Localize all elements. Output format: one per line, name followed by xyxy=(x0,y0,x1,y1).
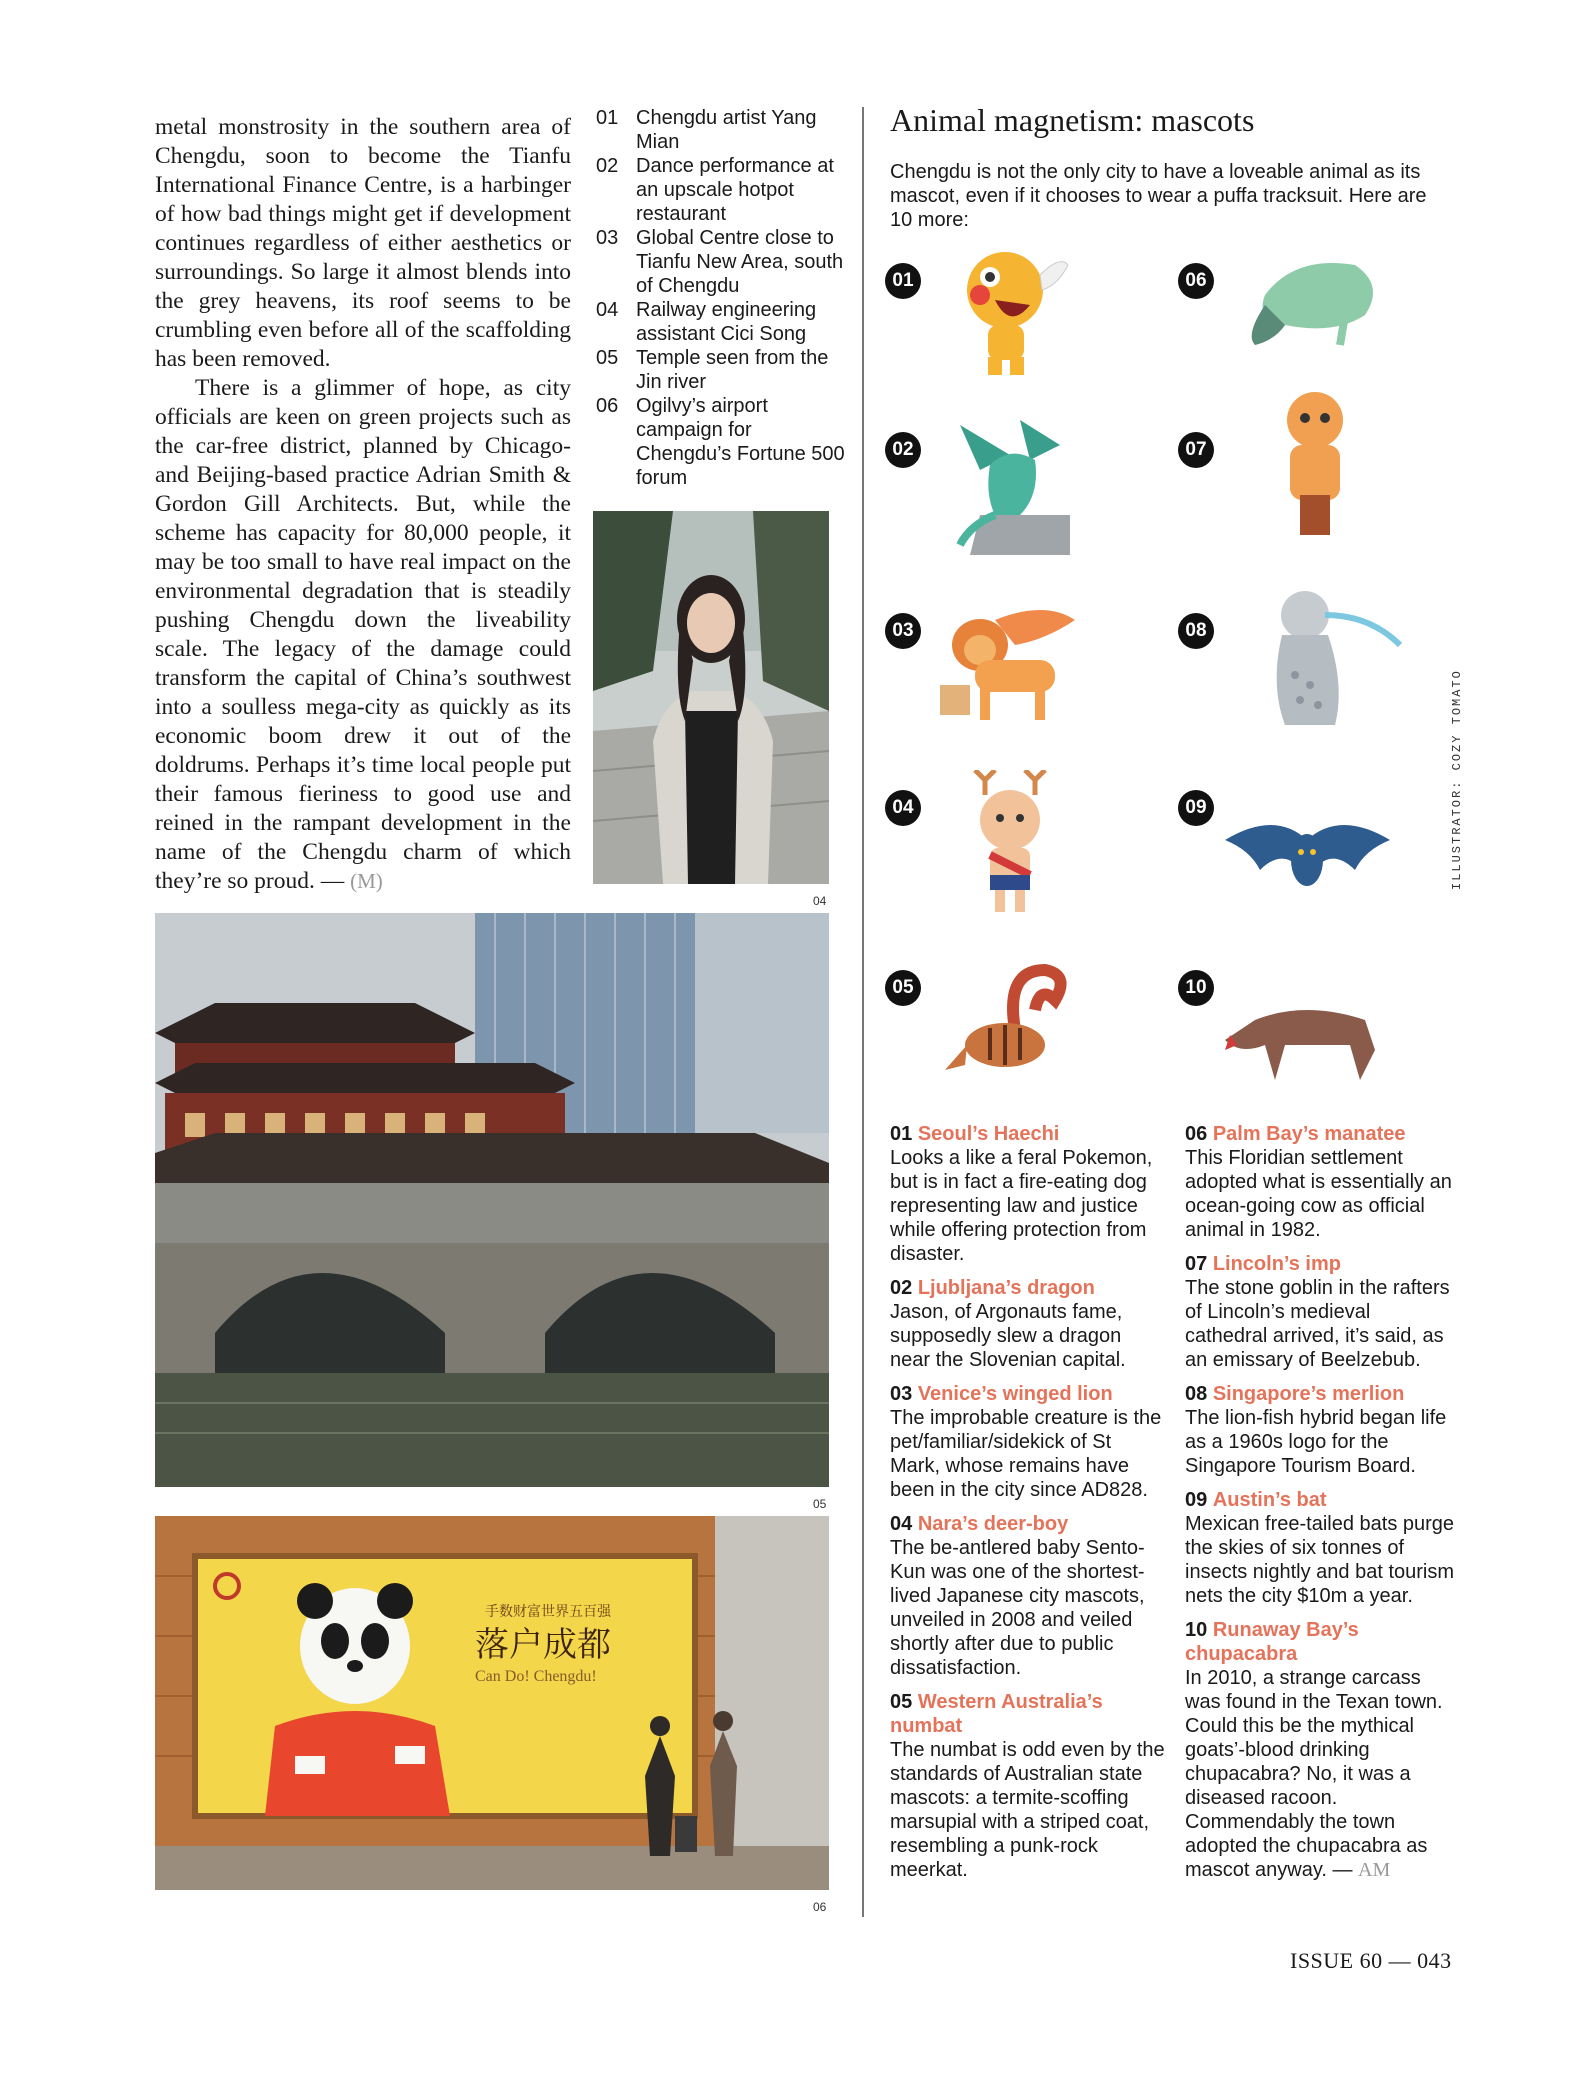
haechi-illustration xyxy=(950,245,1080,385)
article-paragraph-1: metal monstrosity in the southern area of Chengdu, soon to become the Tianfu International Finance Centre, is a harbinger of how bad things might get if development continues regardless of either aesthetics or surroundings. So large it almost blends into the grey heavens, its roof seems to be crumbling even before all of the scaffolding has been removed. xyxy=(155,114,571,372)
airport-image xyxy=(155,1516,829,1890)
poster-line-3: Can Do! Chengdu! xyxy=(475,1668,597,1685)
badge-10: 10 xyxy=(1178,970,1214,1006)
illustrator-credit: ILLUSTRATOR: COZY TOMATO xyxy=(1450,669,1464,890)
badge-07: 07 xyxy=(1178,432,1214,468)
article-paragraph-2-text: There is a glimmer of hope, as city officials are keen on green projects such as the car-free district, planned by Chicago- and Beijing-based practice Adrian Smith & Gordon Gill Architects. But, while the scheme has capacity for 80,000 people, it may be too small to have real impact on the environmental degradation that is steadily pushing Chengdu down the liveability scale. The legacy of the damage could transform the capital of China’s southwest into a soulless mega-city as quickly as its economic boom drew it out of the doldrums. Perhaps it’s time local people put their famous fieriness to good use and reined in the rampant development in the name of the Chengdu charm of which they’re so proud. — xyxy=(155,375,571,894)
entry-01: 01 Seoul’s Haechi Looks a like a feral Pokemon, but is in fact a fire-eating dog representing law and justice while offering protection from disaster. xyxy=(890,1123,1153,1265)
badge-05: 05 xyxy=(885,970,921,1006)
winged-lion-illustration xyxy=(935,600,1085,735)
photo-airport xyxy=(155,1516,829,1890)
column-rule xyxy=(862,107,864,1917)
badge-09: 09 xyxy=(1178,790,1214,826)
entry-02: 02 Ljubljana’s dragon Jason, of Argonauts fame, supposedly slew a dragon near the Slovenian capital. xyxy=(890,1277,1126,1371)
badge-01: 01 xyxy=(885,263,921,299)
badge-02: 02 xyxy=(885,432,921,468)
photo-portrait xyxy=(593,511,829,884)
entry-05: 05 Western Australia’s numbat The numbat is odd even by the standards of Australian state mascots: a termite-scoffing marsupial with a striped coat, resembling a punk-rock meerkat. xyxy=(890,1691,1165,1881)
entry-06: 06 Palm Bay’s manatee This Floridian settlement adopted what is essentially an ocean-going cow as official animal in 1982. xyxy=(1185,1123,1452,1241)
author-signature: (M) xyxy=(350,869,383,893)
entry-03: 03 Venice’s winged lion The improbable creature is the pet/familiar/sidekick of St Mark, whose remains have been in the city since AD828. xyxy=(890,1383,1162,1501)
caption-02: 02 Dance performance at an upscale hotpot restaurant xyxy=(596,155,834,225)
portrait-image xyxy=(593,511,829,884)
bat-illustration xyxy=(1225,810,1390,905)
entry-08: 08 Singapore’s merlion The lion-fish hybrid began life as a 1960s logo for the Singapore Tourism Board. xyxy=(1185,1383,1447,1477)
badge-06: 06 xyxy=(1178,263,1214,299)
entry-07: 07 Lincoln’s imp The stone goblin in the rafters of Lincoln’s medieval cathedral arrived, it’s said, as an emissary of Beelzebub. xyxy=(1185,1253,1450,1371)
photo-label-05: 05 xyxy=(813,1497,827,1511)
entry-09: 09 Austin’s bat Mexican free-tailed bats purge the skies of six tonnes of insects nightly and bat tourism nets the city $10m a year. xyxy=(1185,1489,1455,1607)
caption-06: 06 Ogilvy’s airport campaign for Chengdu’s Fortune 500 forum xyxy=(596,395,845,489)
mascot-entries-left xyxy=(890,1122,1165,1892)
section-title: Animal magnetism: mascots xyxy=(890,102,1255,138)
numbat-illustration xyxy=(945,960,1075,1095)
page-folio: ISSUE 60 — 043 xyxy=(1290,1948,1452,1973)
caption-04: 04 Railway engineering assistant Cici Song xyxy=(596,299,817,345)
article-body xyxy=(155,113,571,896)
poster-line-1: 手数财富世界五百强 xyxy=(485,1604,611,1620)
deer-boy-illustration xyxy=(945,770,1075,925)
chupacabra-illustration xyxy=(1225,990,1390,1085)
entry-04: 04 Nara’s deer-boy The be-antlered baby Sento-Kun was one of the shortest-lived Japanese city mascots, unveiled in 2008 and veiled shortly after due to public dissatisfaction. xyxy=(890,1513,1145,1679)
photo-label-06: 06 xyxy=(813,1900,827,1914)
badge-03: 03 xyxy=(885,613,921,649)
article-paragraph-2 xyxy=(155,374,571,896)
mascot-entries-right xyxy=(1185,1122,1455,1892)
dragon-illustration xyxy=(940,415,1085,560)
photo-temple xyxy=(155,913,829,1487)
merlion-illustration xyxy=(1260,585,1410,740)
caption-01: 01 Chengdu artist Yang Mian xyxy=(596,107,817,153)
entry-signature: AM xyxy=(1358,1859,1391,1881)
manatee-illustration xyxy=(1245,245,1385,360)
poster-line-2: 落户成都 xyxy=(475,1625,611,1665)
caption-03: 03 Global Centre close to Tianfu New Area, south of Chengdu xyxy=(596,227,844,297)
temple-image xyxy=(155,913,829,1487)
entry-10: 10 Runaway Bay’s chupacabra In 2010, a strange carcass was found in the Texan town. Could this be the mythical goats’-blood drinking chupacabra? No, it was a diseased racoon. Commendably the town adopted the chupacabra as mascot anyway. — AM xyxy=(1185,1619,1443,1881)
caption-05: 05 Temple seen from the Jin river xyxy=(596,347,829,393)
section-intro: Chengdu is not the only city to have a loveable animal as its mascot, even if it chooses to wear a puffa tracksuit. Here are 10 more: xyxy=(890,161,1427,231)
badge-08: 08 xyxy=(1178,613,1214,649)
imp-illustration xyxy=(1260,390,1370,545)
photo-label-04: 04 xyxy=(813,894,827,908)
photo-captions xyxy=(596,106,846,490)
badge-04: 04 xyxy=(885,790,921,826)
